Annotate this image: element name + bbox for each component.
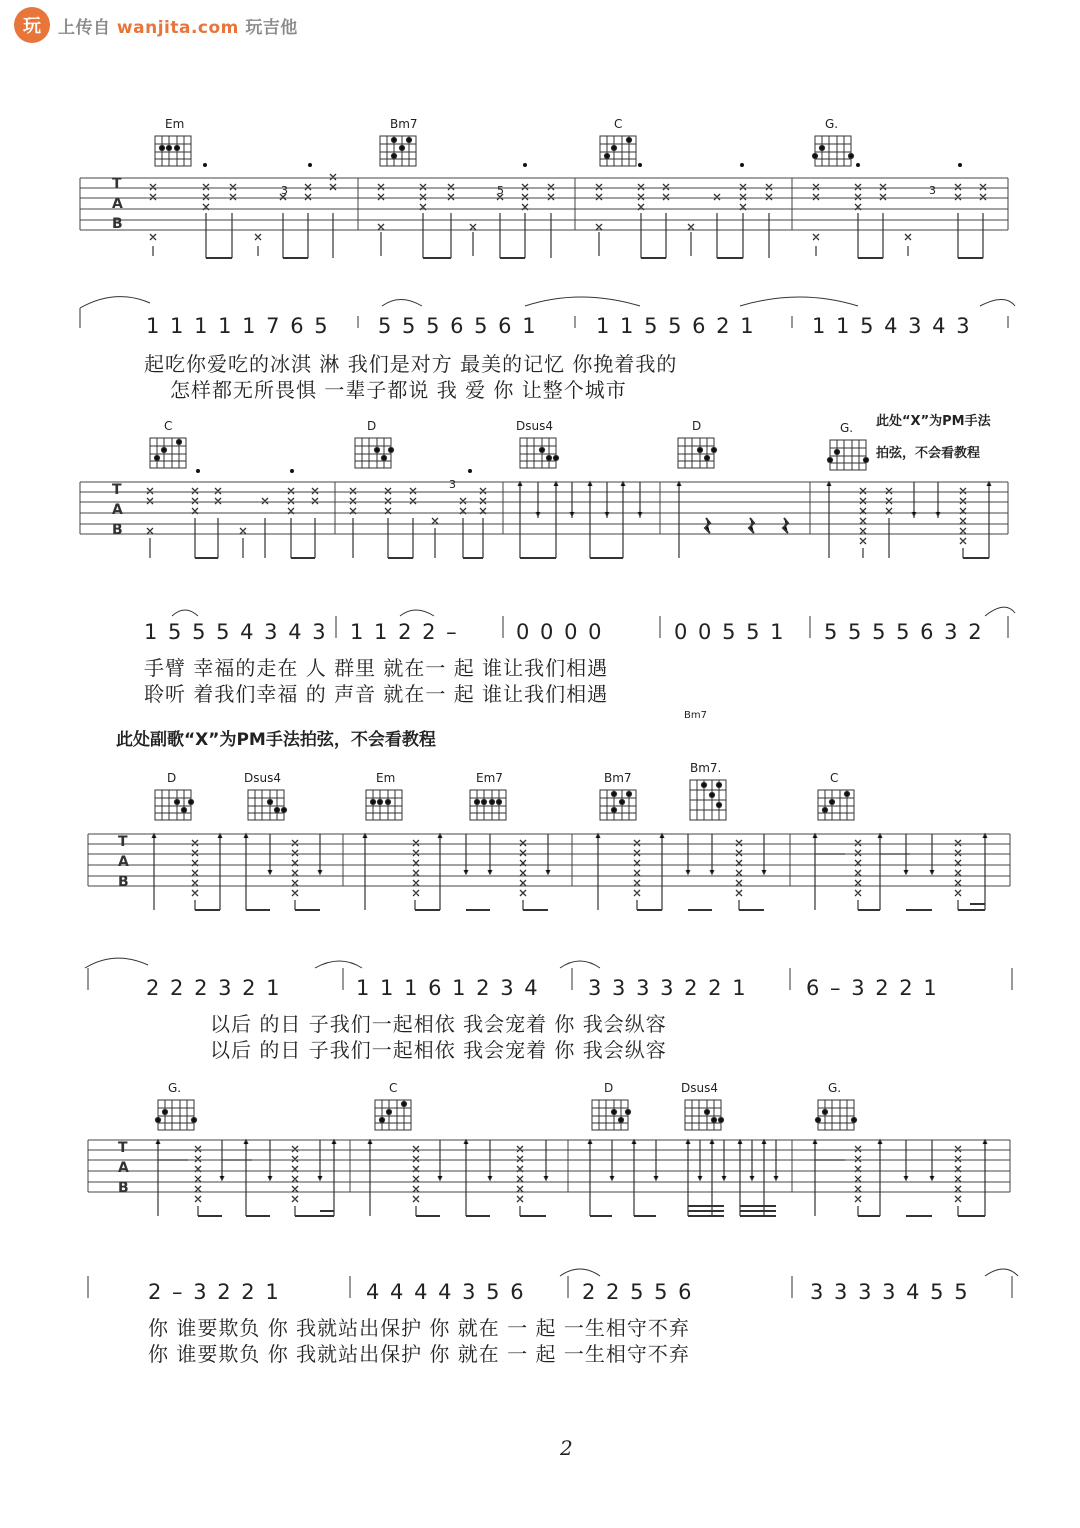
system-2-notes-m1: 1 5 5 5 4 3 4 3 [144,620,326,644]
system-3-notes-m4: 6 – 3 2 2 1 [806,976,937,1000]
system-2-lyrics-2: 聆听 着我们幸福 的 声音 就在一 起 谁让我们相遇 [144,682,609,706]
svg-text:3: 3 [929,184,936,197]
svg-text:5: 5 [497,184,504,197]
system-1-notes-m3: 1 1 5 5 6 2 1 [596,314,754,338]
logo-prefix: 上传自 [58,17,111,38]
system-2-notes-m5: 5 5 5 5 6 3 2 [824,620,982,644]
tab-letter: A [112,502,123,518]
svg-text:3: 3 [281,184,288,197]
system-2-notes-m3: 0 0 0 0 [516,620,602,644]
page-number: 2 [560,1436,573,1460]
chord-name: C [389,1081,398,1095]
system-4-chord-diagrams [155,1081,856,1130]
system-3-notes-m2: 1 1 1 6 1 2 3 4 [356,976,538,1000]
system-3-chord-diagrams [155,761,854,820]
chorus-note: 此处副歌“X”为PM手法拍弦，不会看教程 [116,730,436,750]
tab-lines [80,178,1008,230]
system-2-notes-m2: 1 1 2 2 – [350,620,457,644]
chord-name: G. [825,117,839,131]
chord-name: G. [840,421,854,435]
chord-name: Bm7 [390,117,418,131]
system-4-lyrics-1: 你 谁要欺负 你 我就站出保护 你 就在 一 起 一生相守不弃 [148,1316,690,1340]
chord-name: Em7 [476,771,503,785]
tab-letter: B [118,1180,129,1196]
system-1-staff [0,108,1080,268]
logo-text [58,13,298,38]
system-2-notes-m4: 0 0 5 5 1 [674,620,784,644]
chord-name: Em [376,771,396,785]
system-2-staff [0,410,1080,580]
system-1-notes-m2: 5 5 5 6 5 6 1 [378,314,536,338]
stray-chord-label: Bm7 [684,710,707,721]
chord-name: Bm7. [690,761,722,775]
system-2-lyrics-1: 手臂 幸福的走在 人 群里 就在一 起 谁让我们相遇 [144,656,609,680]
system-1-notes-m4: 1 1 5 4 3 4 3 [812,314,970,338]
chord-name: C [830,771,839,785]
system-4-notes-m1: 2 – 3 2 2 1 [148,1280,279,1304]
chord-name: C [164,419,173,433]
tab-letter: B [112,216,123,232]
system-2-chord-diagrams [150,419,869,470]
system-4-lyrics-2: 你 谁要欺负 你 我就站出保护 你 就在 一 起 一生相守不弃 [148,1342,690,1366]
system-4-notes-m3: 2 2 5 5 6 [582,1280,692,1304]
system-4-staff [0,1068,1080,1228]
logo-site: wanjita.com [116,17,239,38]
chord-name: D [604,1081,614,1095]
tab-letter: A [118,854,129,870]
tab-letter: T [112,176,122,192]
chord-name: D [167,771,177,785]
chord-name: Dsus4 [516,419,553,433]
tab-letter: T [112,482,122,498]
chord-name: D [692,419,702,433]
system-1-chord-diagrams [155,117,854,166]
system-3-notes-m1: 2 2 2 3 2 1 [146,976,280,1000]
system-3-lyrics-1: 以后 的日 子我们一起相依 我会宠着 你 我会纵容 [210,1012,667,1036]
system-1-lyrics-1: 起吃你爱吃的冰淇 淋 我们是对方 最美的记忆 你挽着我的 [144,352,678,376]
system-3-lyrics-2: 以后 的日 子我们一起相依 我会宠着 你 我会纵容 [210,1038,667,1062]
logo-suffix: 玩吉他 [245,17,298,38]
tab-letter: B [118,874,129,890]
chord-name: G. [828,1081,842,1095]
tab-letter: T [118,1140,128,1156]
tab-letter: T [118,834,128,850]
site-logo [14,6,298,44]
system-4-notes-m2: 4 4 4 4 3 5 6 [366,1280,524,1304]
chord-name: D [367,419,377,433]
system-1-notes-m1: 1 1 1 1 1 7 6 5 [146,314,328,338]
chord-name: C [614,117,623,131]
system-3-notes-m3: 3 3 3 3 2 2 1 [588,976,746,1000]
logo-badge: 玩 [14,7,50,43]
svg-text:3: 3 [449,478,456,491]
tab-letter: A [112,196,123,212]
chord-name: G. [168,1081,182,1095]
chord-name: Dsus4 [244,771,281,785]
tab-letter: B [112,522,123,538]
system-1-lyrics-2: 怎样都无所畏惧 一辈子都说 我 爱 你 让整个城市 [170,378,627,402]
chord-name: Dsus4 [681,1081,718,1095]
side-note-line-1: 此处“X”为PM手法 [876,414,991,429]
chord-name: Em [165,117,185,131]
side-note-line-2: 拍弦，不会看教程 [876,446,981,461]
system-3-staff [0,760,1080,920]
tab-letter: A [118,1160,129,1176]
chord-name: Bm7 [604,771,632,785]
system-4-notes-m4: 3 3 3 3 4 5 5 [810,1280,968,1304]
